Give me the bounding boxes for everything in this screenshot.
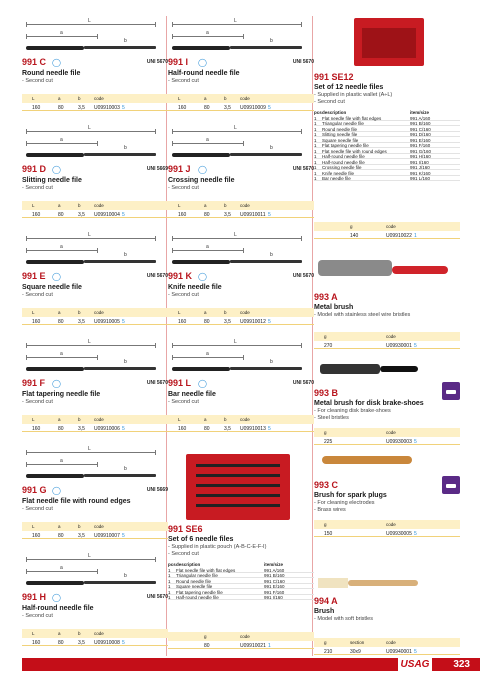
file-block (22, 551, 168, 646)
dim-label: L (88, 339, 91, 345)
dim-label: b (124, 145, 127, 151)
list-item: 1 Knife needle file 991 K/160 (314, 170, 460, 176)
standard-ref: UNI 5669 (146, 487, 168, 493)
dim-label: a (206, 30, 209, 36)
product-title: Flat tapering needle file (22, 391, 101, 398)
spec-row: 225 U09930003 5 (314, 437, 460, 445)
dimension-diagram (168, 16, 314, 56)
spec-row: 160 80 3,5 U09910011 5 (168, 210, 314, 218)
spec-row: 160 80 3,5 U09910008 5 (22, 638, 168, 646)
brush-d-block (314, 596, 460, 622)
product-title: Set of 12 needle files (314, 84, 384, 91)
profile-icon: ◯ (52, 486, 61, 495)
dim-line-L (26, 131, 156, 132)
product-code: 993 C (314, 480, 339, 490)
file-block (22, 123, 168, 218)
dim-line-L (26, 345, 156, 346)
set6-photo (168, 450, 314, 522)
brush-block (314, 480, 460, 537)
metal-brush-photo (314, 246, 460, 290)
dim-label: L (234, 18, 237, 24)
profile-icon: ◯ (52, 272, 61, 281)
product-desc: - Second cut (22, 399, 53, 405)
list-item: 1 Half-round needle file 991 I/160 (314, 159, 460, 165)
spec-row: 80 U09910021 1 (168, 641, 314, 649)
dim-line-a (26, 250, 98, 251)
file-blade (84, 260, 156, 263)
spec-head: L a b code (22, 629, 168, 638)
file-blade (230, 153, 302, 156)
spec-table (22, 94, 168, 111)
standard-ref: UNI 5670 (146, 273, 168, 279)
dim-label: a (206, 137, 209, 143)
spec-head: L a b code (22, 415, 168, 424)
spec-head: L a b code (168, 415, 314, 424)
product-title: Metal brush for disk brake-shoes (314, 400, 424, 407)
dim-line-a (26, 571, 98, 572)
product-code: 991 K (168, 271, 193, 281)
spec-head: g section code (314, 638, 460, 647)
list-head: pcs description item/size (314, 109, 430, 115)
list-item: 1 Triangular needle file 991 B/160 (168, 573, 314, 579)
product-code: 991 C (22, 57, 47, 67)
set6-block (168, 524, 314, 600)
dimension-diagram (22, 444, 168, 484)
dim-label: b (124, 573, 127, 579)
product-code: 991 L (168, 378, 192, 388)
product-desc: - Second cut (168, 78, 199, 84)
spec-head: g code (168, 632, 314, 641)
product-header (22, 164, 168, 175)
page-number: 323 (453, 659, 470, 670)
file-handle (26, 260, 84, 264)
product-title: Brush for spark plugs (314, 492, 387, 499)
product-code: 991 SE6 (168, 524, 203, 534)
dim-label: b (270, 38, 273, 44)
contents-list (314, 109, 460, 181)
file-blade (84, 581, 156, 584)
product-code: 991 J (168, 164, 191, 174)
dim-label: a (60, 244, 63, 250)
list-item: 1 Half-round needle file 991 I/160 (168, 595, 314, 601)
spec-table (314, 520, 460, 537)
product-desc: - For cleaning disk brake-shoes (314, 408, 391, 414)
set12-block (314, 72, 460, 181)
spec-row: 160 80 3,5 U09910004 5 (22, 210, 168, 218)
product-code: 991 I (168, 57, 189, 67)
dim-line-L (26, 24, 156, 25)
product-header (168, 57, 314, 68)
standard-ref: UNI 5670 (292, 380, 314, 386)
dim-label: a (60, 30, 63, 36)
product-desc: - Model with stainless steel wire bristles (314, 312, 411, 318)
dim-label: L (234, 232, 237, 238)
spec-head: L a b code (22, 308, 168, 317)
file-block (22, 16, 168, 111)
standard-ref: UNI 5670 (146, 594, 168, 600)
dim-label: L (88, 125, 91, 131)
spec-head: L a b code (168, 201, 314, 210)
list-item: 1 Square needle file 991 E/160 (168, 584, 314, 590)
spec-row: 160 80 3,5 U09910013 5 (168, 424, 314, 432)
product-code: 991 E (22, 271, 46, 281)
spec-table (314, 332, 460, 349)
dim-label: b (270, 359, 273, 365)
file-block (168, 230, 314, 325)
list-item: 1 Round needle file 991 C/160 (314, 126, 460, 132)
profile-icon: ◯ (52, 165, 61, 174)
spec-table (168, 201, 314, 218)
product-code: 991 H (22, 592, 47, 602)
dim-label: L (88, 446, 91, 452)
set12-spec (314, 222, 460, 239)
spark-brush-photo (314, 448, 460, 478)
dim-label: L (88, 232, 91, 238)
dim-label: a (60, 351, 63, 357)
spec-row: 160 80 3,5 U09910003 5 (22, 103, 168, 111)
product-desc: - Model with soft bristles (314, 616, 373, 622)
dim-line-L (172, 345, 302, 346)
file-handle (26, 474, 84, 478)
product-header (168, 378, 314, 389)
product-code: 993 B (314, 388, 339, 398)
product-header (22, 378, 168, 389)
file-blade (84, 153, 156, 156)
dimension-diagram (168, 337, 314, 377)
dim-label: a (206, 244, 209, 250)
dim-line-a (172, 250, 244, 251)
profile-icon: ◯ (198, 58, 207, 67)
file-block (168, 337, 314, 432)
product-code: 991 G (22, 485, 47, 495)
file-handle (26, 581, 84, 585)
product-desc: - Second cut (22, 613, 53, 619)
file-blade (84, 474, 156, 477)
profile-icon: ◯ (198, 272, 207, 281)
list-item: 1 Crossing needle file 991 J/160 (314, 165, 460, 171)
file-handle (172, 46, 230, 50)
spec-table (168, 308, 314, 325)
list-item: 1 Flat needle file with flat edges 991 A/160 (314, 115, 460, 121)
file-block (168, 123, 314, 218)
file-blade (230, 367, 302, 370)
dimension-diagram (22, 230, 168, 270)
list-item: 1 Slitting needle file 991 D/160 (314, 132, 460, 138)
file-handle (26, 46, 84, 50)
product-desc: - Second cut (22, 185, 53, 191)
dim-label: a (60, 458, 63, 464)
spec-head: g code (314, 520, 460, 529)
file-blade (84, 367, 156, 370)
product-title: Crossing needle file (168, 177, 235, 184)
brush-block (314, 388, 460, 445)
usag-logo: USAG (398, 658, 432, 671)
soft-brush-photo (314, 570, 460, 594)
standard-ref: UNI 5669 (146, 166, 168, 172)
standard-ref: UNI 5670 (146, 380, 168, 386)
spec-row: 150 U09930005 5 (314, 529, 460, 537)
brake-brush-photo (314, 352, 460, 386)
list-item: 1 Bar needle file 991 L/160 (314, 176, 460, 182)
spec-head: g code (314, 428, 460, 437)
spec-head: L a b code (22, 94, 168, 103)
spec-table (168, 94, 314, 111)
product-title: Knife needle file (168, 284, 222, 291)
product-title: Metal brush (314, 304, 354, 311)
spec-head: g code (314, 332, 460, 341)
file-block (22, 230, 168, 325)
dim-label: L (88, 18, 91, 24)
dim-line-a (26, 143, 98, 144)
spec-head: L a b code (22, 201, 168, 210)
list-item: 1 Half-round needle file 991 H/160 (314, 154, 460, 160)
list-item: 1 Flat needle file with round edges 991 G/160 (314, 148, 460, 154)
product-header (168, 271, 314, 282)
product-header (22, 485, 168, 496)
dim-line-a (172, 143, 244, 144)
dim-label: b (124, 359, 127, 365)
product-desc: - Second cut (168, 185, 199, 191)
brush-d-spec (314, 638, 460, 655)
product-code: 993 A (314, 292, 338, 302)
file-handle (26, 367, 84, 371)
product-title: Brush (314, 608, 335, 615)
profile-icon: ◯ (198, 165, 207, 174)
dim-line-a (172, 357, 244, 358)
dim-label: b (270, 252, 273, 258)
profile-icon: ◯ (52, 58, 61, 67)
list-head: pcs description item/size (168, 561, 284, 567)
dimension-diagram (22, 551, 168, 591)
spec-table (22, 308, 168, 325)
product-desc: - Supplied in plastic pouch (A-B-C-E-F-I) (168, 544, 267, 550)
file-block (22, 444, 168, 539)
file-blade (230, 260, 302, 263)
product-code: 991 SE12 (314, 72, 354, 82)
spec-head: L a b code (22, 522, 168, 531)
spec-row: 160 80 3,5 U09910009 5 (168, 103, 314, 111)
product-header (22, 271, 168, 282)
list-item: 1 Flat tapering needle file 991 F/160 (168, 589, 314, 595)
brush-block (314, 292, 460, 349)
spec-row: 160 80 3,5 U09910012 5 (168, 317, 314, 325)
dim-line-a (26, 464, 98, 465)
file-handle (26, 153, 84, 157)
page-footer (22, 658, 480, 671)
file-block (168, 16, 314, 111)
spec-table (22, 415, 168, 432)
profile-icon: ◯ (198, 379, 207, 388)
list-item: 1 Triangular needle file 991 B/160 (314, 121, 460, 127)
spec-row: 160 80 3,5 U09910006 5 (22, 424, 168, 432)
product-desc: - Steel bristles (314, 415, 349, 421)
product-desc: - Second cut (168, 551, 199, 557)
dim-label: b (124, 466, 127, 472)
product-header (168, 164, 314, 175)
standard-ref: UNI 5670 (292, 273, 314, 279)
product-title: Half-round needle file (168, 70, 240, 77)
spec-row: 160 80 3,5 U09910007 5 (22, 531, 168, 539)
dim-line-a (26, 36, 98, 37)
spec-head: L a b code (168, 94, 314, 103)
spec-table (22, 522, 168, 539)
list-item: 1 Round needle file 991 C/160 (168, 578, 314, 584)
product-header (22, 592, 168, 603)
product-desc: - Brass wires (314, 507, 346, 513)
file-handle (172, 153, 230, 157)
set6-spec (168, 632, 314, 649)
dim-line-L (172, 131, 302, 132)
spec-table (22, 629, 168, 646)
product-title: Flat needle file with round edges (22, 498, 131, 505)
spec-row: 140 U09910022 1 (314, 231, 460, 239)
product-desc: - Second cut (22, 292, 53, 298)
product-title: Set of 6 needle files (168, 536, 234, 543)
file-handle (172, 260, 230, 264)
dimension-diagram (22, 16, 168, 56)
product-desc: - Second cut (22, 506, 53, 512)
dim-label: a (60, 137, 63, 143)
product-title: Slitting needle file (22, 177, 82, 184)
list-item: 1 Flat needle file with flat edges 991 A/160 (168, 567, 314, 573)
dim-label: a (60, 565, 63, 571)
dim-label: L (234, 339, 237, 345)
set12-photo (314, 16, 460, 68)
dim-line-a (172, 36, 244, 37)
product-title: Square needle file (22, 284, 82, 291)
dim-line-L (26, 559, 156, 560)
dim-label: b (124, 252, 127, 258)
product-title: Bar needle file (168, 391, 216, 398)
product-title: Half-round needle file (22, 605, 94, 612)
file-handle (172, 367, 230, 371)
spec-table (314, 428, 460, 445)
file-blade (84, 46, 156, 49)
product-desc: - Second cut (22, 78, 53, 84)
standard-ref: UNI 5670 (146, 59, 168, 65)
profile-icon: ◯ (52, 379, 61, 388)
dim-line-L (26, 452, 156, 453)
product-header (22, 57, 168, 68)
product-code: 994 A (314, 596, 338, 606)
dimension-diagram (168, 230, 314, 270)
file-blade (230, 46, 302, 49)
product-title: Round needle file (22, 70, 81, 77)
dim-label: b (270, 145, 273, 151)
spec-table (22, 201, 168, 218)
contents-list (168, 561, 314, 600)
spec-head: g code (314, 222, 460, 231)
standard-ref: UNI 5670 (292, 59, 314, 65)
file-block (22, 337, 168, 432)
product-desc: - Second cut (314, 99, 345, 105)
dim-line-L (172, 238, 302, 239)
dim-label: b (124, 38, 127, 44)
dim-label: L (88, 553, 91, 559)
dimension-diagram (22, 337, 168, 377)
spec-table (168, 415, 314, 432)
list-item: 1 Square needle file 991 E/160 (314, 137, 460, 143)
dimension-diagram (22, 123, 168, 163)
profile-icon: ◯ (52, 593, 61, 602)
dim-line-L (26, 238, 156, 239)
dim-label: L (234, 125, 237, 131)
spec-row: 210 30x9 U09940001 5 (314, 647, 460, 655)
dim-line-L (172, 24, 302, 25)
dim-label: a (206, 351, 209, 357)
product-desc: - Supplied in plastic wallet (A÷L) (314, 92, 393, 98)
list-item: 1 Flat tapering needle file 991 F/160 (314, 143, 460, 149)
spec-head: L a b code (168, 308, 314, 317)
dimension-diagram (168, 123, 314, 163)
product-desc: - Second cut (168, 399, 199, 405)
standard-ref: UNI 5670 (292, 166, 314, 172)
product-code: 991 F (22, 378, 46, 388)
dim-line-a (26, 357, 98, 358)
spec-row: 160 80 3,5 U09910005 5 (22, 317, 168, 325)
product-code: 991 D (22, 164, 47, 174)
spec-row: 270 U09930001 5 (314, 341, 460, 349)
product-desc: - Second cut (168, 292, 199, 298)
product-desc: - For cleaning electrodes (314, 500, 375, 506)
